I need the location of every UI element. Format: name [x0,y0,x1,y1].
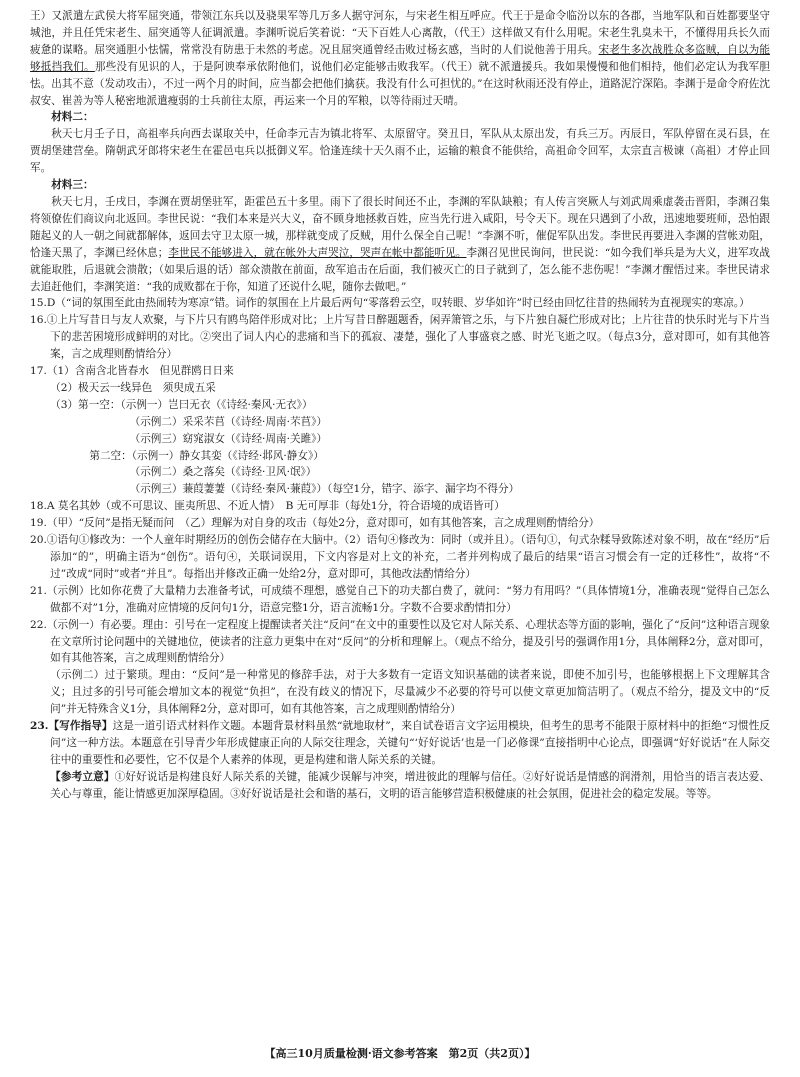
answer-15: 15.D（“词的氛围至此由热闹转为寒凉”错。词作的氛围在上片最后两句“零落碧云空，叹转眼、岁华如许”时已经由回忆往昔的热闹转为直视现实的寒凉。） [30,297,750,310]
answer-17-line-6: 第二空：（示例一）静女其娈（《诗经·邶风·静女》） [89,449,324,462]
answer-22-example-1: 22.（示例一）有必要。理由：引号在一定程度上提醒读者关注“反问”在文中的重要性以及它对人际关系、心理状态等方面的影响，强化了“反问”这种语言现象在文章所讨论问题中的关键地位，使读者的注意力更集中在对“反问”的分析和理解上。（观点不给分，提及引号的强调作用1分，具体阐释2分，意对即可，如有其他答案，言之成理则酌情给分） [30,618,770,665]
answer-17-line-4: （示例二）采采芣苢（《诗经·周南·芣苢》） [129,415,328,428]
answer-21: 21.（示例）比如你花费了大量精力去准备考试，可成绩不理想，感觉自己下的功夫都白费了，就问：“努力有用吗？”（具体情境1分，准确表现“觉得自己怎么做都不对”1分，准确对应情境的反问句1分，语意完整1分，语言流畅1分。字数不合要求酌情扣分） [30,584,770,614]
answer-20: 20.①语句①修改为：一个人童年时期经历的创伤会储存在大脑中。（2）语句④修改为：同时（或并且）。（语句①，句式杂糅导致陈述对象不明，故在“经历”后添加“的”，明确主语为“创伤”。语句④，关联词误用，下文内容是对上文的补充，二者并列构成了最后的结果“语言习惯会有一定的迁移性”，故将“不过”改成“同时”或者“并且”。每指出并修改正确一处给2分，意对即可，其他改法酌情给分） [30,534,770,580]
underlined-sentence: 李世民不能够进入，就在帐外大声哭泣，哭声在帐中都能听见。 [168,246,467,259]
material-one-continued: 王）又派遣左武侯大将军屈突通，带领江东兵以及骁果军等几万多人据守河东，与宋老生相互呼应。代王于是命令临汾以东的各郡，当地军队和百姓都要坚守城池，并且任凭宋老生、屈突通等人征调派遣。李渊听说后笑着说：“天下百姓人心离散，（代王）这样做又有什么用呢。宋老生乳臭未干，不懂得用兵长久而疲惫的谋略。屈突通胆小怯懦，常常没有防患于未然的考虑。况且屈突通曾经击败过杨玄感，当时的人们说他善于用兵。宋老生多次战胜众多盗贼，自以为能够抵挡我们。那些没有见识的人，于是阿谀奉承依附他们，说他们必定能够击败我军。（代王）就不派遣援兵。我如果慢慢和他们相持，他们必定认为我军胆怯。出其不意（发动攻击），不过一两个月的时间，应当都会把他们擒获。我没有什么可担忧的。”在这时秋雨还没有停止，道路泥泞深陷。李渊于是命令府佐沈叔安、崔善为等人秘密地派遣瘦弱的士兵前往太原，再运来一个月的军粮，以等待雨过天晴。 [30,10,771,107]
answer-17-line-5: （示例三）窈窕淑女（《诗经·周南·关雎》） [129,432,328,445]
answer-22-example-2: （示例二）过于繁琐。理由：“反问”是一种常见的修辞手法，对于大多数有一定语文知识基础的读者来说，即使不加引号，也能够根据上下文理解其含义；且过多的引号可能会增加文本的视觉“负担”，在没有歧义的情况下，尽量减少不必要的符号可以使文章更加简洁明了。（观点不给分，提及文中的“反问”并无特殊含义1分，具体阐释2分，意对即可，如有其他答案，言之成理则酌情给分） [50,669,770,716]
material-three-heading: 材料三： [51,179,94,192]
answer-18: 18.A 莫名其妙（或不可思议、匪夷所思、不近人情） B 无可厚非（每处1分，符合语境的成语皆可） [30,500,505,513]
answer-17-line-3: （3）第一空：（示例一）岂曰无衣（《诗经·秦风·无衣》） [50,398,313,411]
answer-17-line-1: 17.（1）含南含北皆春水 但见群鸥日日来 [30,365,234,378]
answer-17-line-7: （示例二）桑之落矣（《诗经·卫风·氓》） [129,466,317,479]
page-footer: 【高三10月质量检测·语文参考答案 第2页（共2页）】 [264,1047,536,1061]
answer-23-reference: 【参考立意】①好好说话是构建良好人际关系的关键，能减少误解与冲突，增进彼此的理解与信任。②好好说话是情感的润滑剂，用恰当的语言表达爱、关心与尊重，能让情感更加深厚稳固。③好好说话是社会和谐的基石，文明的语言能够营造积极健康的社会氛围，促进社会的稳定发展。等等。 [50,770,770,800]
material-three-text: 秋天七月，壬戌日，李渊在贾胡堡驻军，距霍邑五十多里。雨下了很长时间还不止，李渊的军队缺粮；有人传言突厥人与刘武周乘虚袭击晋阳，李渊召集将领僚佐们商议向北返回。李世民说：“我们本来是兴大义，奋不顾身地拯救百姓，应当先行进入咸阳，号令天下。现在只遇到了小敌，迅速地要班师，恐怕跟随起义的人一朝之间就都解体，返回去守卫太原一城，那样就变成了反贼，用什么保全自己呢！”李渊不听，催促军队出发。李世民再要进入李渊的营帐劝阻，恰逢天黑了，李渊已经休息；李世民不能够进入，就在帐外大声哭泣，哭声在帐中都能听见。李渊召见世民询问，世民说：“如今我们举兵是为大义，进军攻战就能取胜，后退就会溃散；（如果后退的话）部众溃散在前面，敌军追击在后面，我们被灭亡的日子就到了，怎么能不悲伤呢！”李渊才醒悟过来。李世民请求去追赶他们，李渊笑道：“我的成败都在于你，知道了还说什么呢，随你去做吧。” [30,195,771,293]
answer-16: 16.①上片写昔日与友人欢聚，与下片只有鸥鸟陪伴形成对比；上片写昔日醉题题香，闲弄箫管之乐，与下片独自凝伫形成对比；上片往昔的快乐时光与下片当下的悲苦困境形成鲜明的对比。②突出了词人内心的悲痛和当下的孤寂、凄楚，强化了人事盛衰之感、时光飞逝之叹。（每点3分，意对即可，如有其他答案，言之成理则酌情给分） [30,314,770,361]
answer-19: 19.（甲）“反问”是指无疑而问 （乙）理解为对自身的攻击（每处2分，意对即可，如有其他答案，言之成理则酌情给分） [30,517,600,530]
underlined-sentence: 宋老生多次战胜众多盗贼，自以为能够抵挡我们。 [30,43,771,73]
material-two-heading: 材料二： [51,111,94,124]
material-two-text: 秋天七月壬子日，高祖率兵向西去谋取关中，任命李元吉为镇北将军、太原留守。癸丑日，军队从太原出发，有兵三万。丙辰日，军队停留在灵石县，在贾胡堡建营垒。隋朝武牙郎将宋老生在霍邑屯兵以抵御义军。恰逢连续十天久雨不止，运输的粮食不能供给，高祖命令回军，太宗直言极谏（高祖）才停止回军。 [30,128,770,175]
answer-23-guidance: 23.【写作指导】这是一道引语式材料作文题。本题背景材料虽然“就地取材”，来自试卷语言文字运用模块，但考生的思考不能限于原材料中的拒绝“习惯性反问”这一种方法。本题意在引导青少年形成健康正向的人际交往理念，关键句“‘好好说话’也是一门必修课”直接指明中心论点，即强调“好好说话”在人际交往中的重要性和必要性，它不仅是个人素养的体现，更是构建和谐人际关系的关键。 [30,720,770,766]
answer-17-line-2: （2）极天云一线异色 须臾成五采 [50,381,216,394]
answer-17-line-8: （示例三）蒹葭萋萋（《诗经·秦风·蒹葭》）（每空1分，错字、添字、漏字均不得分） [129,483,520,496]
